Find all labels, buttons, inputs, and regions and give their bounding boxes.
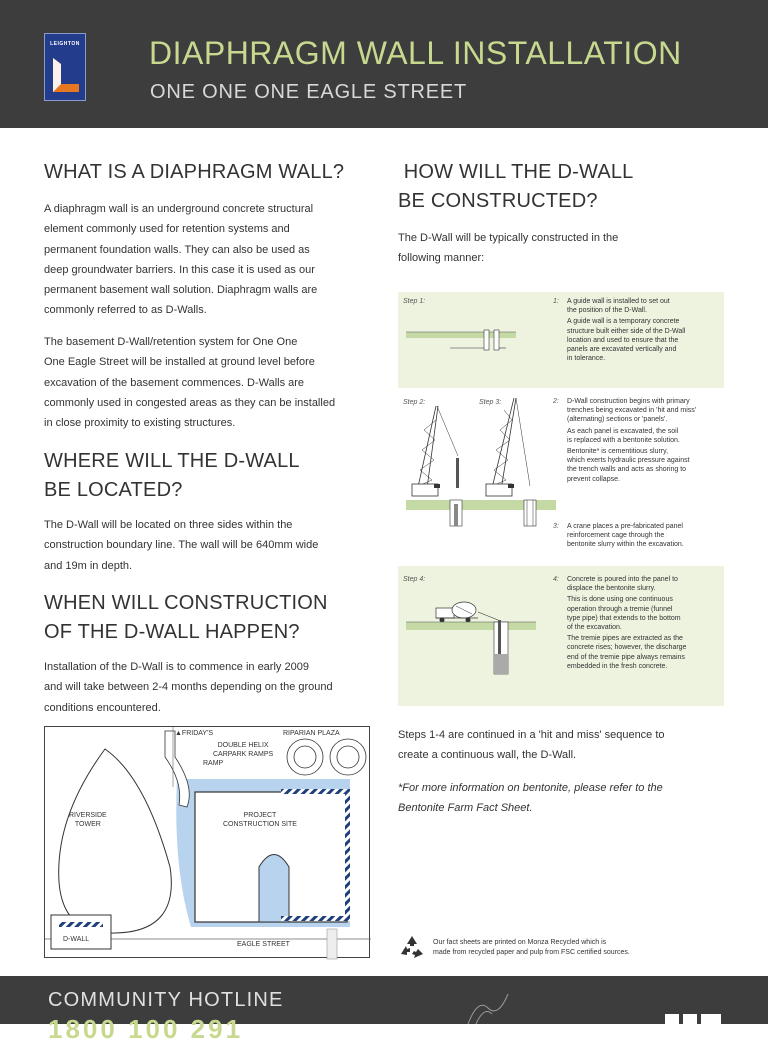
paragraph-where: The D-Wall will be located on three sides within the construction boundary line. The wall will be 640mm wide and 19m in depth. [44, 519, 319, 572]
heading-what-is: WHAT IS A DIAPHRAGM WALL? [44, 161, 345, 183]
page-title: DIAPHRAGM WALL INSTALLATION [149, 35, 682, 71]
logo-l-mark-icon [53, 58, 79, 92]
paragraph-when: Installation of the D-Wall is to commence in early 2009 and will take between 2-4 months depending on the ground conditions encountered. [44, 661, 333, 714]
step-4-number: 4: [553, 576, 559, 583]
site-map [44, 726, 370, 958]
step-1-number: 1: [553, 298, 559, 305]
recycle-icon [398, 934, 426, 960]
recycle-notice: Our fact sheets are printed on Monza Recycled which is made from recycled paper and pulp from FSC certified sources. [433, 939, 630, 956]
partner-logo-icon [665, 1010, 725, 1030]
step-2-text: D-Wall construction begins with primary trenches being excavated in 'hit and miss' (alternating) sections or 'panels'. As each panel is excavated, the soil is replaced with a bentonite solution. Bentonite* is cementitious slurry, which exerts hydraulic pressure against the trench walls and acts as shoring to prevent collapse. [567, 398, 697, 483]
heading-when: WHEN WILL CONSTRUCTION OF THE D-WALL HAPPEN? [44, 592, 328, 643]
heading-where: WHERE WILL THE D-WALL BE LOCATED? [44, 450, 300, 501]
step-1-text: A guide wall is installed to set out the position of the D-Wall. A guide wall is a temporary concrete structure built either side of the D-Wall location and used to ensure that the panels are excavated vertically and in tolerance. [567, 298, 686, 363]
map-label-site: PROJECT CONSTRUCTION SITE [223, 812, 297, 828]
map-label-riverside: RIVERSIDE TOWER [69, 812, 107, 828]
paragraph-continued: Steps 1-4 are continued in a 'hit and miss' sequence to create a continuous wall, the D-Wall. [398, 729, 665, 762]
map-label-riparian: RIPARIAN PLAZA [283, 730, 340, 737]
step-2-label: Step 2: [403, 399, 426, 406]
hotline-label: COMMUNITY HOTLINE [48, 989, 284, 1011]
heading-how: HOW WILL THE D-WALL BE CONSTRUCTED? [398, 161, 634, 212]
paragraph-what-is-1: A diaphragm wall is an underground concrete structural element commonly used for retention systems and permanent foundation walls. They can also be used as deep groundwater barriers. In this case it is used as our permanent basement wall solution. Diaphragm walls are commonly referred to as D-Walls. [44, 203, 318, 317]
map-label-fridays: ▲FRIDAY'S [175, 730, 214, 737]
step-4-diagram [406, 594, 536, 674]
footer [0, 976, 768, 1044]
map-label-eagle-street: EAGLE STREET [237, 941, 290, 948]
step-1-label: Step 1: [403, 298, 426, 305]
step-4-text: Concrete is poured into the panel to displace the bentonite slurry. This is done using one continuous operation through a tremie (funnel type pipe) that extends to the bottom of the excavation. The tremie pipes are extracted as the concrete rises; however, the discharge end of the tremie pipe always remains embedded in the fresh concrete. [567, 576, 687, 670]
step-4-panel [398, 566, 724, 706]
step-3-label: Step 3: [479, 399, 502, 406]
leighton-logo [44, 33, 86, 101]
step-2-number: 2: [553, 398, 559, 405]
step-1-diagram [406, 310, 516, 380]
logo-text: LEIGHTON [50, 41, 80, 47]
paragraph-how-intro: The D-Wall will be typically constructed in the following manner: [398, 232, 619, 265]
step-3-number: 3: [553, 523, 559, 530]
header [0, 0, 768, 128]
bentonite-note: *For more information on bentonite, please refer to the Bentonite Farm Fact Sheet. [398, 782, 663, 815]
map-label-helix: DOUBLE HELIX CARPARK RAMPS [213, 742, 274, 758]
map-legend-dwall: D-WALL [63, 936, 90, 943]
step-2-3-diagram [406, 396, 556, 526]
sponsor-logo-icon [458, 988, 518, 1028]
step-4-label: Step 4: [403, 576, 426, 583]
paragraph-what-is-2: The basement D-Wall/retention system for One One One Eagle Street will be installed at ground level before excavation of the basement commences. D-Walls are commonly used in congested areas as they can be installed in close proximity to existing structures. [44, 336, 336, 430]
hotline-phone[interactable]: 1800 100 291 [48, 1014, 244, 1044]
step-3-text: A crane places a pre-fabricated panel reinforcement cage through the bentonite slurry within the excavation. [567, 523, 684, 549]
map-label-ramp: RAMP [203, 760, 224, 767]
step-1-panel [398, 292, 724, 388]
page-subtitle: ONE ONE ONE EAGLE STREET [150, 81, 468, 103]
